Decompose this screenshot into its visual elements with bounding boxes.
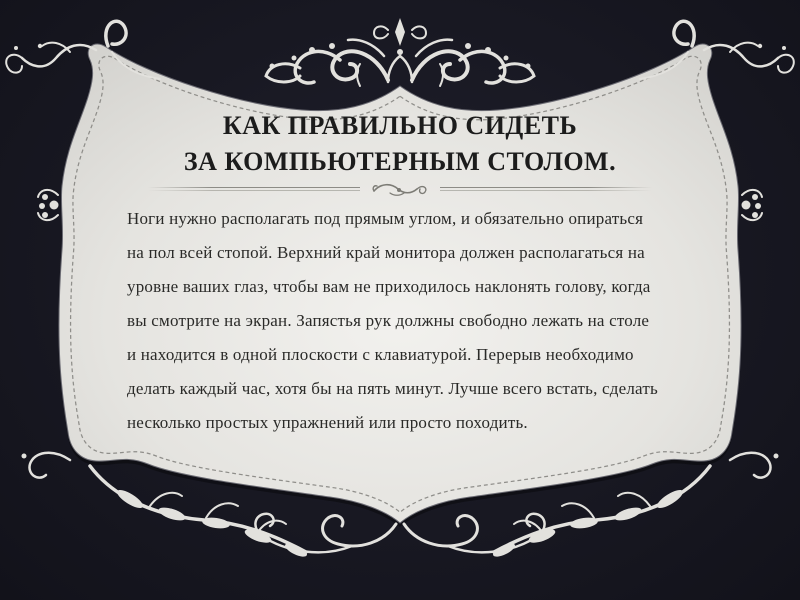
- body-line: вы смотрите на экран. Запястья рук должны свободно лежать на столе: [127, 311, 650, 330]
- title-divider: [110, 180, 690, 198]
- slide-title: [110, 108, 690, 180]
- divider-rule-left: [148, 187, 360, 192]
- body-line: несколько простых упражнений или просто походить.: [127, 413, 528, 432]
- divider-rule-right: [440, 187, 652, 192]
- title-line: ЗА КОМПЬЮТЕРНЫМ СТОЛОМ.: [183, 147, 617, 176]
- body-line: и находится в одной плоскости с клавиатурой. Перерыв необходимо: [127, 345, 634, 364]
- body-line: на пол всей стопой. Верхний край монитора должен располагаться на: [127, 243, 645, 262]
- slide-body: [127, 202, 683, 440]
- body-line: делать каждый час, хотя бы на пять минут. Лучше всего встать, сделать: [127, 379, 658, 398]
- divider-swirl-icon: [368, 180, 432, 198]
- body-line: уровне ваших глаз, чтобы вам не приходилось наклонять голову, когда: [127, 277, 651, 296]
- body-line: Ноги нужно располагать под прямым углом, и обязательно опираться: [127, 209, 644, 228]
- title-line: КАК ПРАВИЛЬНО СИДЕТЬ: [222, 111, 578, 140]
